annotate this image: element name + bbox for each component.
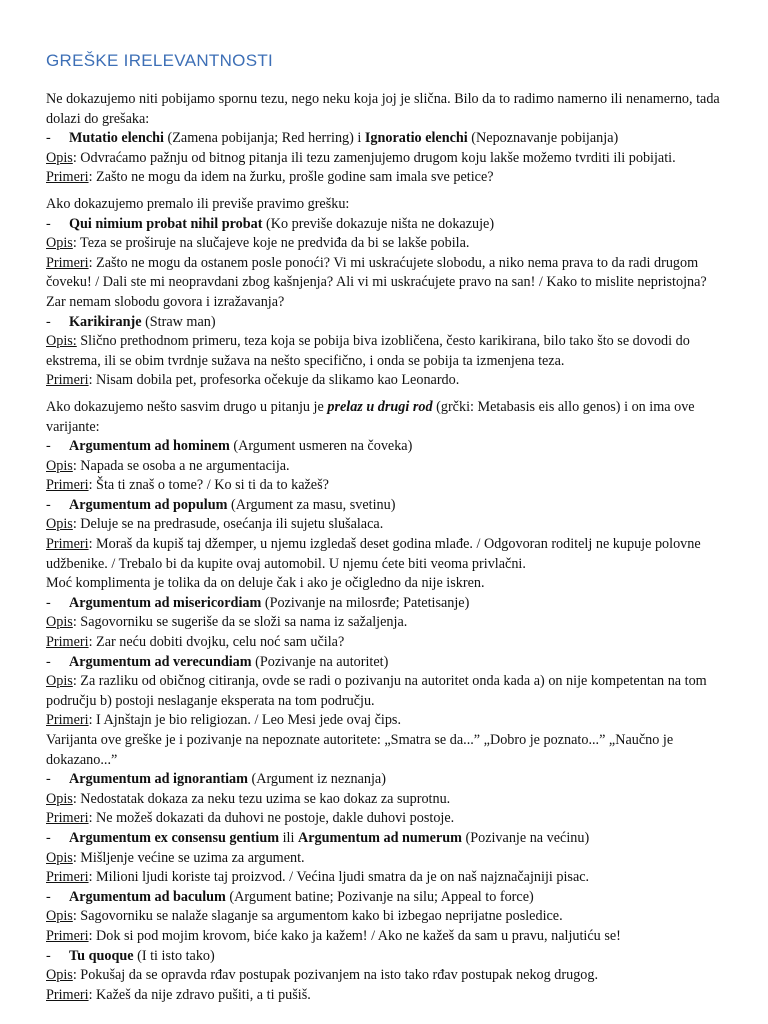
opis-text: : Napada se osoba a ne argumentacija. bbox=[72, 457, 290, 474]
opis-label: Opis bbox=[46, 235, 73, 252]
opis-label: Opis bbox=[46, 790, 73, 807]
primeri-label: Primeri bbox=[46, 169, 89, 186]
primeri-line bbox=[46, 868, 728, 888]
primeri-text: : Zašto ne mogu da ostanem posle ponoći? Vi mi uskraćujete slobodu, a niko nema prava to da radi drugom čoveku! / Dali ste mi neopravdani zbog kašnjenja? Ali vi mi uskraćujete pravo na san! / Kako to mislite nepristojna? Zar nemam slobodu govora i izražavanja? bbox=[46, 254, 707, 310]
fallacy-item-ad-ignorantiam bbox=[46, 770, 728, 790]
opis-label: Opis bbox=[46, 614, 73, 631]
bullet-dash: - bbox=[46, 888, 51, 905]
primeri-text: : Nisam dobila pet, profesorka očekuje da slikamo kao Leonardo. bbox=[88, 372, 460, 389]
opis-label: Opis bbox=[46, 457, 73, 474]
opis-text: : Za razliku od običnog citiranja, ovde se radi o pozivanju na autoritet onda kada a) on nije kompetentan na tom području b) postoji neslaganje eksperata na tom području. bbox=[46, 673, 707, 709]
fallacy-desc: (Argument usmeren na čoveka) bbox=[233, 438, 413, 455]
opis-text: : Teza se proširuje na slučajeve koje ne predviđa da bi se lakše pobila. bbox=[72, 235, 470, 252]
fallacy-desc: (Pozivanje na milosrđe; Patetisanje) bbox=[264, 594, 470, 611]
primeri-line bbox=[46, 535, 728, 574]
primeri-line bbox=[46, 168, 728, 188]
opis-text: Slično prethodnom primeru, teza koja se pobija biva izobličena, često karikirana, bilo tako što se dovodi do ekstrema, ili se obim tvrdnje sužava na nešto specifično, i onda se pobija ta izmenjena teza. bbox=[46, 333, 690, 369]
fallacy-name: Argumentum ad ignorantiam bbox=[69, 771, 248, 788]
opis-text: : Odvraćamo pažnju od bitnog pitanja ili tezu zamenjujemo drugom koju lakše možemo tvrditi ili pobijati. bbox=[72, 149, 676, 166]
opis-line bbox=[46, 457, 728, 477]
primeri-line bbox=[46, 633, 728, 653]
opis-text: : Sagovorniku se sugeriše da se složi sa nama iz sažaljenja. bbox=[72, 614, 408, 631]
fallacy-name: Qui nimium probat nihil probat bbox=[69, 215, 263, 232]
fallacy-desc: (Zamena pobijanja; Red herring) i bbox=[167, 130, 362, 147]
primeri-text: : Zar neću dobiti dvojku, celu noć sam učila? bbox=[88, 634, 345, 651]
fallacy-name: Argumentum ad misericordiam bbox=[69, 594, 262, 611]
primeri-text: : I Ajnštajn je bio religiozan. / Leo Mesi jede ovaj čips. bbox=[88, 712, 402, 729]
opis-line bbox=[46, 849, 728, 869]
fallacy-name: Argumentum ad baculum bbox=[69, 888, 226, 905]
opis-line bbox=[46, 234, 728, 254]
opis-label: Opis bbox=[46, 967, 73, 984]
opis-text: : Sagovorniku se nalaže slaganje sa argumentom kako bi izbegao neprijatne posledice. bbox=[72, 908, 563, 925]
fallacy-name-2: Argumentum ad numerum bbox=[297, 829, 462, 846]
fallacy-item-ad-populum bbox=[46, 496, 728, 516]
section-intro-a: Ako dokazujemo nešto sasvim drugo u pitanju je bbox=[46, 398, 324, 415]
opis-text: : Nedostatak dokaza za neku tezu uzima se kao dokaz za suprotnu. bbox=[72, 790, 451, 807]
primeri-label: Primeri bbox=[46, 477, 89, 494]
fallacy-name: Karikiranje bbox=[69, 313, 142, 330]
opis-line bbox=[46, 966, 728, 986]
fallacy-connector: ili bbox=[282, 829, 295, 846]
fallacy-item-ad-hominem bbox=[46, 437, 728, 457]
section-intro-text: Ako dokazujemo premalo ili previše pravimo grešku: bbox=[46, 195, 350, 212]
fallacy-desc-2: (Nepoznavanje pobijanja) bbox=[471, 130, 619, 147]
page-title: GREŠKE IRELEVANTNOSTI bbox=[46, 51, 274, 70]
opis-line bbox=[46, 515, 728, 535]
bullet-dash: - bbox=[46, 496, 51, 513]
fallacy-desc: (Argument za masu, svetinu) bbox=[231, 496, 396, 513]
fallacy-item-ad-baculum bbox=[46, 888, 728, 908]
fallacy-name-2: Ignoratio elenchi bbox=[364, 130, 468, 147]
fallacy-item-karikiranje bbox=[46, 313, 728, 333]
intro-section bbox=[46, 90, 728, 188]
fallacy-desc: (Argument batine; Pozivanje na silu; Appeal to force) bbox=[229, 888, 534, 905]
intro-text: Ne dokazujemo niti pobijamo spornu tezu, nego neku koja joj je slična. Bilo da to radimo namerno ili nenamerno, tada dolazi do grešaka: bbox=[46, 91, 720, 127]
fallacy-item-mutatio bbox=[46, 129, 728, 149]
extra-note: Moć komplimenta je tolika da on deluje čak i ako je očigledno da nije iskren. bbox=[46, 575, 485, 592]
primeri-label: Primeri bbox=[46, 927, 89, 944]
opis-text: : Pokušaj da se opravda rđav postupak pozivanjem na isto tako rđav postupak nekog drugog. bbox=[72, 967, 599, 984]
fallacy-item-ad-misericordiam bbox=[46, 594, 728, 614]
opis-label: Opis bbox=[46, 849, 73, 866]
opis-line bbox=[46, 149, 728, 169]
section-premalo-previse bbox=[46, 195, 728, 391]
extra-note: Varijanta ove greške je i pozivanje na nepoznate autoritete: „Smatra se da...” „Dobro je poznato...” „Naučno je dokazano...” bbox=[46, 732, 674, 768]
fallacy-name: Argumentum ex consensu gentium bbox=[69, 829, 280, 846]
section-prelaz-u-drugi-rod bbox=[46, 398, 728, 1005]
opis-text: : Mišljenje većine se uzima za argument. bbox=[72, 849, 305, 866]
primeri-line bbox=[46, 809, 728, 829]
opis-line bbox=[46, 672, 728, 711]
primeri-line bbox=[46, 371, 728, 391]
opis-label: Opis bbox=[46, 908, 73, 925]
bullet-dash: - bbox=[46, 653, 51, 670]
fallacy-item-ad-verecundiam bbox=[46, 653, 728, 673]
fallacy-desc: (Pozivanje na većinu) bbox=[465, 829, 590, 846]
bullet-dash: - bbox=[46, 594, 51, 611]
bullet-dash: - bbox=[46, 438, 51, 455]
bullet-dash: - bbox=[46, 771, 51, 788]
opis-label: Opis: bbox=[46, 333, 77, 350]
opis-label: Opis bbox=[46, 673, 73, 690]
fallacy-desc: (I ti isto tako) bbox=[137, 947, 215, 964]
opis-label: Opis bbox=[46, 516, 73, 533]
fallacy-item-ex-consensu-gentium bbox=[46, 829, 728, 849]
primeri-line bbox=[46, 254, 728, 313]
fallacy-item-tu-quoque bbox=[46, 947, 728, 967]
fallacy-name: Mutatio elenchi bbox=[69, 130, 164, 147]
bullet-dash: - bbox=[46, 947, 51, 964]
primeri-label: Primeri bbox=[46, 372, 89, 389]
primeri-label: Primeri bbox=[46, 634, 89, 651]
section-emphasis: prelaz u drugi rod bbox=[327, 398, 433, 415]
fallacy-name: Argumentum ad populum bbox=[69, 496, 228, 513]
opis-line bbox=[46, 907, 728, 927]
section-intro-text bbox=[46, 398, 728, 437]
primeri-text: : Dok si pod mojim krovom, biće kako ja kažem! / Ako ne kažeš da sam u pravu, naljutiću se! bbox=[88, 927, 621, 944]
opis-line bbox=[46, 613, 728, 633]
opis-label: Opis bbox=[46, 149, 73, 166]
primeri-label: Primeri bbox=[46, 712, 89, 729]
bullet-dash: - bbox=[46, 313, 51, 330]
primeri-text: : Zašto ne mogu da idem na žurku, prošle godine sam imala sve petice? bbox=[88, 169, 494, 186]
section-intro-b: (grčki: Metabasis eis allo genos) i on ima ove varijante: bbox=[46, 398, 695, 435]
opis-line bbox=[46, 790, 728, 810]
opis-text: : Deluje se na predrasude, osećanja ili sujetu slušalaca. bbox=[72, 516, 384, 533]
primeri-label: Primeri bbox=[46, 810, 89, 827]
primeri-label: Primeri bbox=[46, 986, 89, 1003]
fallacy-item-qui-nimium bbox=[46, 215, 728, 235]
fallacy-desc: (Argument iz neznanja) bbox=[251, 771, 386, 788]
fallacy-name: Argumentum ad hominem bbox=[69, 438, 230, 455]
primeri-text: : Kažeš da nije zdravo pušiti, a ti pušiš. bbox=[88, 986, 311, 1003]
bullet-dash: - bbox=[46, 829, 51, 846]
primeri-text: : Šta ti znaš o tome? / Ko si ti da to kažeš? bbox=[88, 477, 329, 494]
fallacy-desc: (Ko previše dokazuje ništa ne dokazuje) bbox=[265, 215, 495, 232]
primeri-line bbox=[46, 986, 728, 1006]
primeri-line bbox=[46, 711, 728, 731]
primeri-label: Primeri bbox=[46, 536, 89, 553]
primeri-text: : Moraš da kupiš taj džemper, u njemu izgledaš deset godina mlađe. / Odgovoran roditelj ne kupuje polovne udžbenike. / Trebalo bi da kupite ovaj automobil. U njemu ćete biti veoma privlačni. bbox=[46, 536, 701, 572]
fallacy-name: Tu quoque bbox=[69, 947, 134, 964]
fallacy-name: Argumentum ad verecundiam bbox=[69, 653, 252, 670]
primeri-line bbox=[46, 927, 728, 947]
fallacy-desc: (Pozivanje na autoritet) bbox=[255, 653, 389, 670]
fallacy-desc: (Straw man) bbox=[145, 313, 216, 330]
primeri-line bbox=[46, 476, 728, 496]
primeri-text: : Ne možeš dokazati da duhovi ne postoje, dakle duhovi postoje. bbox=[88, 810, 455, 827]
primeri-label: Primeri bbox=[46, 869, 89, 886]
primeri-label: Primeri bbox=[46, 254, 89, 271]
bullet-dash: - bbox=[46, 215, 51, 232]
bullet-dash: - bbox=[46, 130, 51, 147]
primeri-text: : Milioni ljudi koriste taj proizvod. / Većina ljudi smatra da je on naš najznačajniji pisac. bbox=[88, 869, 590, 886]
opis-line bbox=[46, 332, 728, 371]
